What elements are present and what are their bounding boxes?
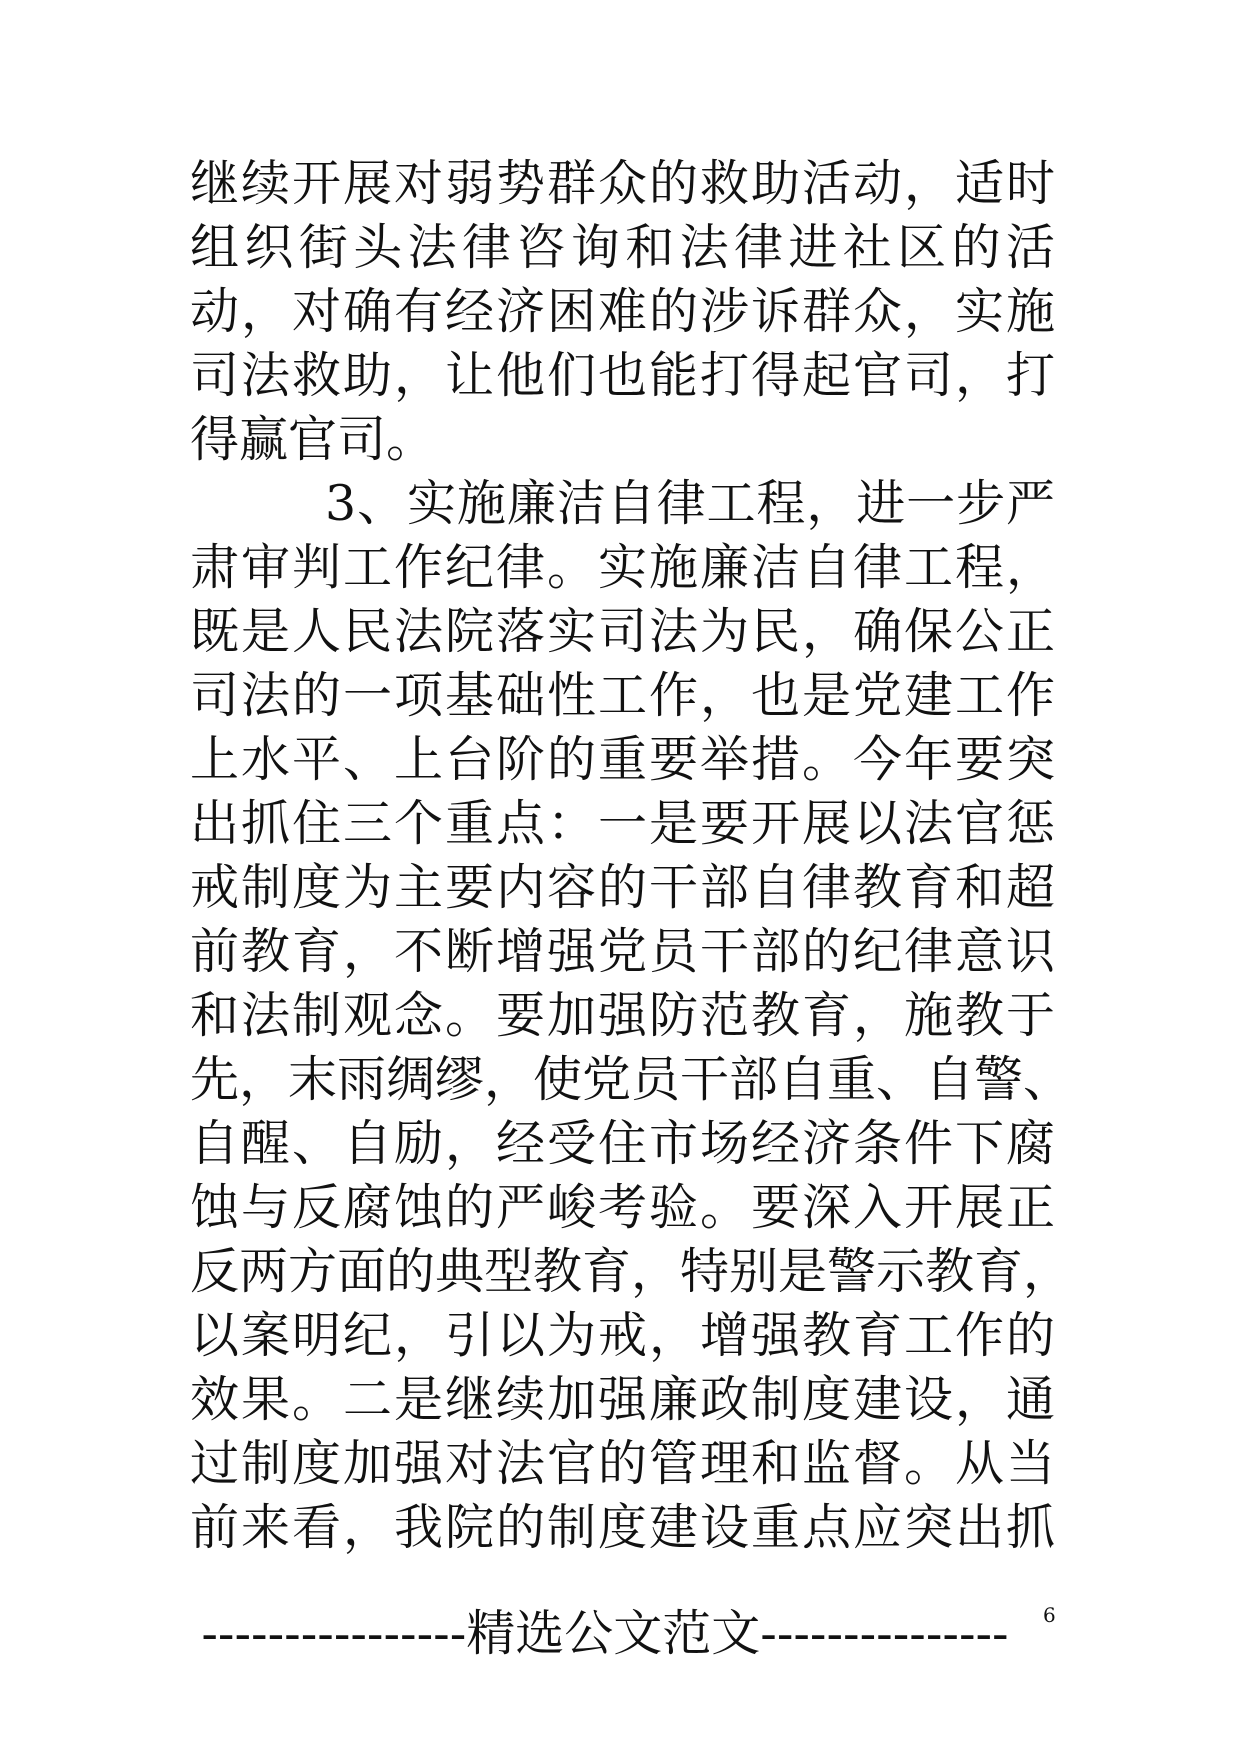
text-line: 动，对确有经济困难的涉诉群众，实施 xyxy=(190,283,1055,340)
text-line: 出抓住三个重点：一是要开展以法官惩 xyxy=(190,795,1055,852)
text-line: 反两方面的典型教育，特别是警示教育， xyxy=(190,1243,1073,1300)
text-line: 蚀与反腐蚀的严峻考验。要深入开展正 xyxy=(190,1179,1055,1236)
text-line: 继续开展对弱势群众的救助活动，适时 xyxy=(190,155,1055,212)
text-line: 司法的一项基础性工作，也是党建工作 xyxy=(190,667,1055,724)
text-line: 先，末雨绸缪，使党员干部自重、自警、 xyxy=(190,1051,1073,1108)
body-text xyxy=(190,152,1073,1560)
text-line: 前教育，不断增强党员干部的纪律意识 xyxy=(190,923,1055,980)
text-line: 自醒、自励，经受住市场经济条件下腐 xyxy=(190,1115,1055,1172)
text-line: 戒制度为主要内容的干部自律教育和超 xyxy=(190,859,1055,916)
text-line: 过制度加强对法官的管理和监督。从当 xyxy=(190,1435,1055,1492)
text-line: 以案明纪，引以为戒，增强教育工作的 xyxy=(190,1307,1055,1364)
paragraph-start-line: 3、实施廉洁自律工程，进一步严 xyxy=(325,475,1055,532)
text-line: 和法制观念。要加强防范教育，施教于 xyxy=(190,987,1055,1044)
text-line: 司法救助，让他们也能打得起官司，打 xyxy=(190,347,1055,404)
text-line: 上水平、上台阶的重要举措。今年要突 xyxy=(190,731,1055,788)
text-line: 肃审判工作纪律。实施廉洁自律工程， xyxy=(190,539,1055,596)
page-number: 6 xyxy=(1043,1603,1056,1627)
text-line: 效果。二是继续加强廉政制度建设，通 xyxy=(190,1371,1055,1428)
text-line: 得赢官司。 xyxy=(190,411,436,468)
text-line: 组织街头法律咨询和法律进社区的活 xyxy=(190,219,1055,276)
text-line: 前来看，我院的制度建设重点应突出抓 xyxy=(190,1499,1055,1556)
text-line: 既是人民法院落实司法为民，确保公正 xyxy=(190,603,1055,660)
page-footer: ----------------精选公文范文--------------- xyxy=(201,1605,1009,1662)
